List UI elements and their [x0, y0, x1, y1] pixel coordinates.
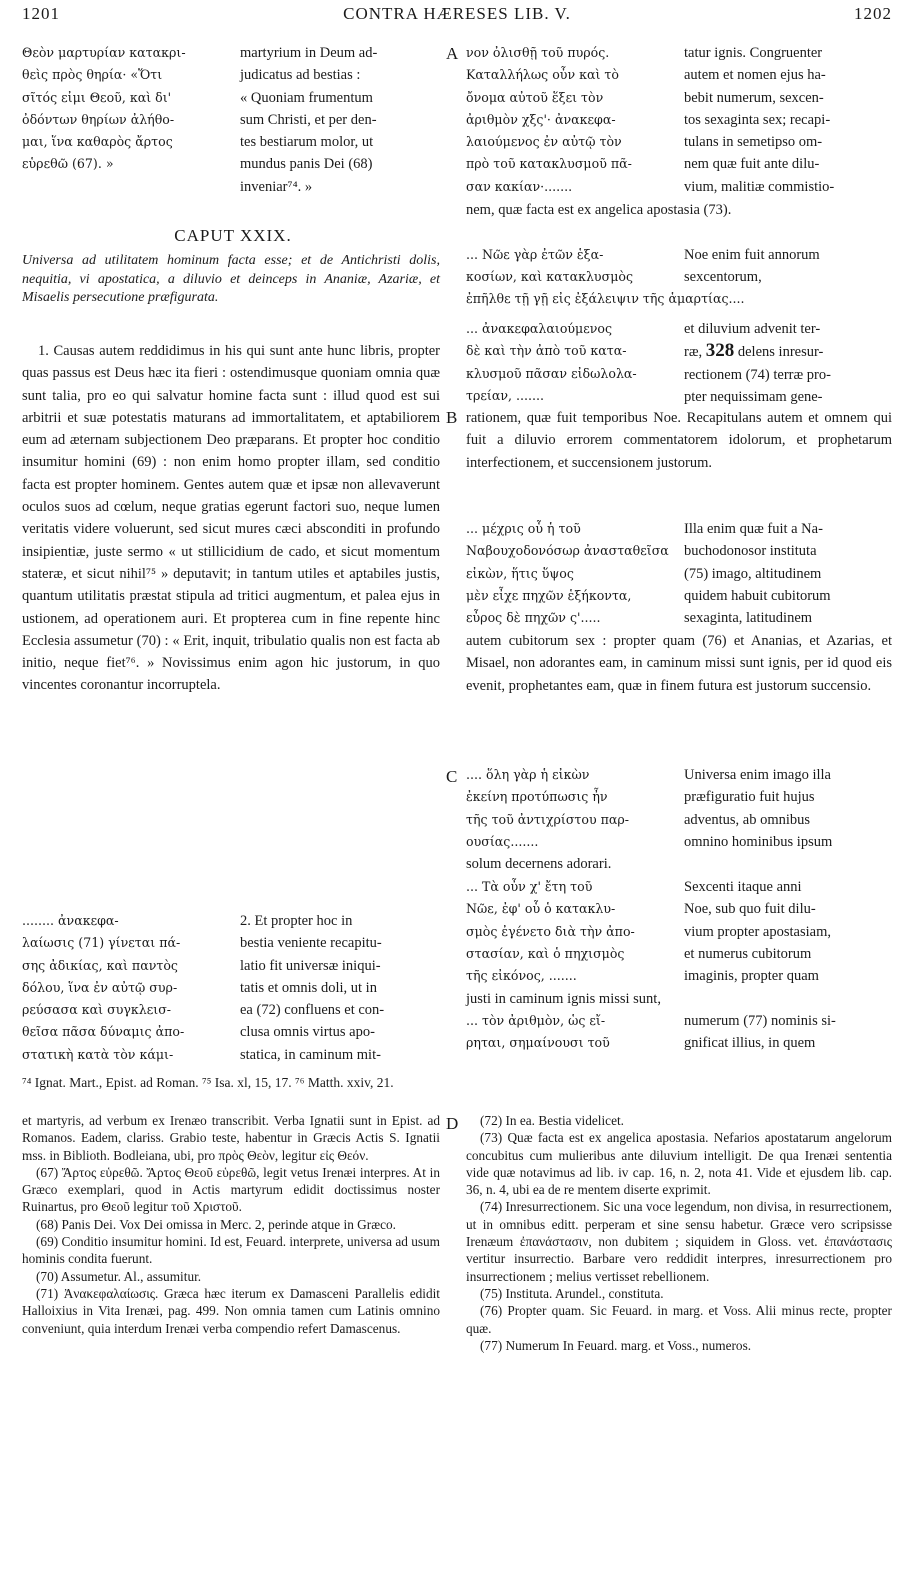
margin-letter-a: A [446, 44, 459, 63]
right-b4-greek: ... μέχρις οὗ ἡ τοῦ Ναβουχοδονόσωρ ἀνασταθεῖσα εἰκὼν, ἥτις ὕψος μὲν εἶχε πηχῶν ἑξήκοντα, εὖρος δὲ πηχῶν ς'..... [466, 521, 669, 626]
page-number-right: 1202 [854, 4, 892, 23]
right-b3-greek: ... ἀνακεφαλαιούμενος δὲ καὶ τὴν ἀπὸ τοῦ κατα- κλυσμοῦ πᾶσαν εἰδωλολα- τρείαν, ....... [466, 321, 637, 403]
left-bottom-greek: ........ ἀνακεφα- λαίωσις (71) γίνεται πά- σης ἀδικίας, καὶ παντὸς δόλου, ἵνα ἐν αὐτῷ συρ- ρεύσασα καὶ συγκλεισ- θεῖσα πᾶσα δύναμις ἀπο- στατικὴ κατὰ τὸν κάμι- [22, 913, 185, 1062]
right-b4-wide: autem cubitorum sex : propter quam (76) et Ananias, et Azarias, et Misael, non adorantes eam, in caminum missi sunt ignis, per id quod eis evenit, prophetantes eam, quæ in finem futura est justorum succensio. [466, 633, 892, 694]
note: (68) Panis Dei. Vox Dei omissa in Merc. 2, perinde atque in Græco. [36, 1216, 396, 1232]
note: (72) In ea. Bestia videlicet. [480, 1113, 624, 1128]
notes-right [466, 1112, 892, 1354]
right-b2-wide: ἐπῆλθε τῇ γῇ εἰς ἐξάλειψιν τῆς ἁμαρτίας.... [466, 291, 745, 306]
note: (74) Inresurrectionem. Sic una voce legendum, non divisa, in resurrectionem, ut in omnibus editt. perperam et sine sensu habetur. Græce vero scripsisse Irenæum ἐπανάστασιν, non dubitem ; siquidem in Gloss. vet. ἐπανάστασις vertitur insurrectio. Barbare vero reddidit interpres, inresurrectionem pro insurrectionem ; melius vertisset rebellionem. [466, 1199, 892, 1284]
margin-letter-c: C [446, 767, 458, 786]
right-b7-latin: numerum (77) nominis si- gnificat illius, in quem [684, 1013, 836, 1052]
paragraph-1: 1. Causas autem reddidimus in his qui sunt ante hunc libris, propter quas passus est Deus hæc ita fieri : ostendimusque quoniam omnia quæ sunt talia, pro eo qui salvatur homine facta sunt : illud quod est sui arbitrii et suæ potestatis maturans ad immortalitatem, et aptabiliorem eum ad æternam subjectionem Deo præparans. Et propter hoc conditio insumitur homini (69) : non enim homo propter illam, sed conditio facta est propter hominem. Gentes autem quæ et ipsæ non allevaverunt oculos suos ad cœlum, neque gratias egerunt factori suo, neque lumen veritatis videre voluerunt, sed sicut mures cæci absconditi in profundo insipientiæ, juste sermo « ut stillicidium de cado, et sicut momentum stateræ, et sicut nihil⁷⁵ » deputavit; in tantum utiles et aptabiles justis, quantum utilitatis præstat stipula ad tritici augmentum, et palea ejus in ustionem, ad operationem auri. Et propterea cum in fine repente hinc Ecclesia assumetur (70) : « Erit, inquit, tribulatio qualis non est facta ab initio, neque fiet⁷⁶. » Novissimus enim agon hic justorum, in quo vincentes coronantur incorruptela. [22, 343, 440, 694]
note: (71) Ἀνακεφαλαίωσις. Græca hæc iterum ex Damasceni Parallelis edidit Halloixius in Vita Irenæi, pag. 499. Non omnia tamen cum Latinis omnino conveniunt, quia interdum Irenæi verba compendio refert Damascenus. [22, 1285, 440, 1336]
left-bottom-latin: 2. Et propter hoc in bestia veniente recapitu- latio fit universæ iniqui- tatis et omnis doli, ut in ea (72) confluens et con- clusa omnis virtus apo- statica, in caminum mit- [240, 913, 385, 1063]
right-b1-greek: νον ὀλισθῇ τοῦ πυρός. Καταλλήλως οὖν καὶ τὸ ὄνομα αὐτοῦ ἕξει τὸν ἀριθμὸν χξς'· ἀνακεφα- λαιούμενος ἐν αὐτῷ τὸν πρὸ τοῦ κατακλυσμοῦ πᾶ- σαν κακίαν·....... [466, 45, 632, 194]
right-b7-greek: ... τὸν ἀριθμὸν, ὡς εἴ- ρηται, σημαίνουσι τοῦ [466, 1013, 610, 1051]
scripture-references: ⁷⁴ Ignat. Mart., Epist. ad Roman. ⁷⁵ Isa. xl, 15, 17. ⁷⁶ Matth. xxiv, 21. [22, 1075, 394, 1090]
note: et martyris, ad verbum ex Irenæo transcribit. Verba Ignatii sunt in Epist. ad Romanos. Eadem, clariss. Grabio teste, habentur in Græcis Actis S. Ignatii mss. in Biblioth. Bodleiana, ubi, pro πρὸς Θεὸν, legitur εἰς Θεόν. [22, 1113, 440, 1163]
running-title: CONTRA HÆRESES LIB. V. [343, 4, 571, 23]
note: (70) Assumetur. Al., assumitur. [36, 1268, 202, 1284]
right-b5-wide: solum decernens adorari. [466, 856, 612, 872]
right-b5-latin: Universa enim imago illa præfiguratio fuit hujus adventus, ab omnibus omnino hominibus ipsum [684, 767, 833, 850]
right-b6-greek: ... Τὰ οὖν χ' ἔτη τοῦ Νῶε, ἐφ' οὗ ὁ κατακλυ- σμὸς ἐγένετο διὰ τὴν ἀπο- στασίαν, καὶ ὁ πηχισμὸς τῆς εἰκόνος, ....... [466, 879, 635, 984]
left-top-greek: Θεὸν μαρτυρίαν κατακρι- θεὶς πρὸς θηρία· «Ὅτι σῖτός εἰμι Θεοῦ, καὶ δι' ὀδόντων θηρίων ἀλήθο- μαι, ἵνα καθαρὸς ἄρτος εὑρεθῶ (67). » [22, 45, 186, 172]
note: (75) Instituta. Arundel., constituta. [480, 1285, 664, 1301]
right-b3-latin-b2: delens inresur- [734, 344, 824, 361]
chapter-summary: Universa ad utilitatem hominum facta esse; et de Antichristi dolis, nequitia, vi apostatica, a diluvio et deinceps in Ananiæ, Azariæ, et Misaelis persecutione præfigurata. [22, 253, 440, 305]
chapter-heading: CAPUT XXIX. [174, 226, 292, 245]
note: (77) Numerum In Feuard. marg. et Voss., numeros. [480, 1337, 752, 1353]
right-b3-latin [684, 318, 892, 408]
margin-letter-b: B [446, 408, 458, 427]
note: (67) Ἄρτος εὑρεθῶ. Ἄρτος Θεοῦ εὑρεθῶ, legit vetus Irenæi interpres. At in Græco exemplari, quod in Actis martyrum edidit doctissimus noster Ruinartus, pro Θεοῦ legitur τοῦ Χριστοῦ. [22, 1164, 440, 1215]
right-b5-greek: .... ὅλη γὰρ ἡ εἰκὼν ἐκείνη προτύπωσις ἦν τῆς τοῦ ἀντιχρίστου παρ- ουσίας....... [466, 767, 630, 849]
right-b3-latin-b1: ræ, [684, 344, 706, 361]
column-number: 328 [705, 340, 735, 362]
right-b3-wide: rationem, quæ fuit temporibus Noe. Recapitulans autem et omnem qui fuit a diluvio errorem commentatorem idolorum, et prophetarum interfectionem, et succensionem justorum. [466, 410, 892, 471]
note: (76) Propter quam. Sic Feuard. in marg. et Voss. Alii minus recte, propter quæ. [466, 1303, 892, 1336]
right-b1-latin: tatur ignis. Congruenter autem et nomen ejus ha- bebit numerum, sexcen- tos sexaginta sex; recapi- tulans in semetipso om- nem quæ fuit ante dilu- vium, malitiæ commistio- [684, 45, 835, 195]
running-head [22, 4, 892, 30]
right-b6-wide: justi in caminum ignis missi sunt, [466, 991, 661, 1007]
note: (69) Conditio insumitur homini. Id est, Feuard. interprete, universa ad usum hominis condita fuerunt. [22, 1234, 441, 1267]
note: (73) Quæ facta est ex angelica apostasia. Nefarios apostatarum angelorum concubitus cum mulieribus ante diluvium intelligit. De qua Irenæi sententia vide quæ notavimus ad lib. iv cap. 16, n. 2, nota 41. Vide et ejusdem lib. cap. 36, n. 4, ubi ea de re mentem diserte exprimit. [466, 1130, 892, 1198]
left-top-latin: martyrium in Deum ad- judicatus ad bestias : « Quoniam frumentum sum Christi, et per den- tes bestiarum molor, ut mundus panis Dei (68) inveniar⁷⁴. » [240, 45, 378, 195]
right-b6-latin: Sexcenti itaque anni Noe, sub quo fuit dilu- vium propter apostasiam, et numerus cubitorum imaginis, propter quam [684, 879, 831, 985]
right-b2-latin: Noe enim fuit annorum sexcentorum, [684, 247, 820, 286]
page-number-left: 1201 [22, 4, 60, 23]
right-b2-greek: ... Νῶε γὰρ ἐτῶν ἑξα- κοσίων, καὶ κατακλυσμὸς [466, 247, 634, 285]
right-b3-latin-c: rectionem (74) terræ pro- pter nequissimam gene- [684, 366, 831, 405]
right-b1-wide: nem, quæ facta est ex angelica apostasia (73). [466, 202, 732, 218]
notes-left [22, 1112, 440, 1337]
right-b4-latin: Illa enim quæ fuit a Na- buchodonosor instituta (75) imago, altitudinem quidem habuit cubitorum sexaginta, latitudinem [684, 521, 831, 627]
margin-letter-d: D [446, 1114, 459, 1133]
right-b3-latin-a: et diluvium advenit ter- [684, 321, 821, 337]
